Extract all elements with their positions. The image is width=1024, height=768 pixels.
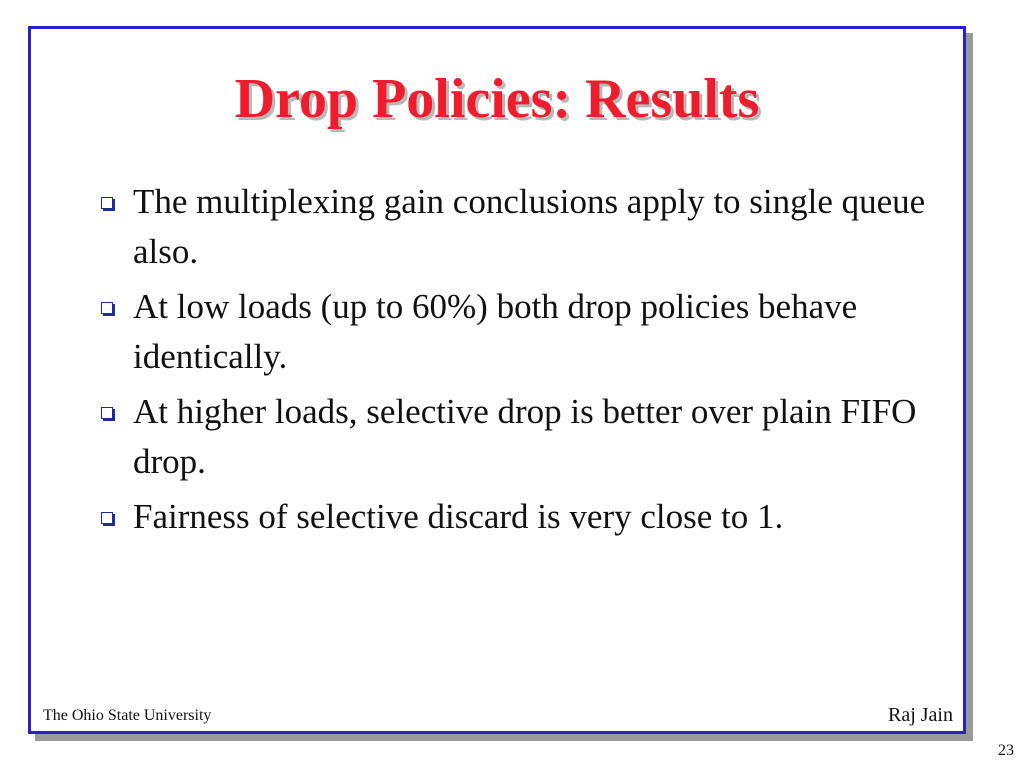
bullet-list	[63, 177, 943, 547]
hollow-square-bullet-icon	[101, 197, 113, 209]
page-number: 23	[998, 742, 1014, 759]
bullet-text: At higher loads, selective drop is better over plain FIFO drop.	[133, 392, 917, 481]
bullet-item	[63, 282, 943, 382]
bullet-item	[63, 492, 943, 542]
slide	[28, 26, 966, 734]
hollow-square-bullet-icon	[101, 407, 113, 419]
bullet-text: Fairness of selective discard is very close to 1.	[133, 497, 784, 536]
bullet-text: The multiplexing gain conclusions apply to single queue also.	[133, 182, 926, 271]
hollow-square-bullet-icon	[101, 302, 113, 314]
hollow-square-bullet-icon	[101, 512, 113, 524]
footer-author: Raj Jain	[888, 704, 953, 726]
bullet-text: At low loads (up to 60%) both drop policies behave identically.	[133, 287, 858, 376]
bullet-item	[63, 177, 943, 277]
slide-title: Drop Policies: Results	[234, 68, 760, 130]
footer-institution: The Ohio State University	[43, 707, 212, 724]
bullet-item	[63, 387, 943, 487]
